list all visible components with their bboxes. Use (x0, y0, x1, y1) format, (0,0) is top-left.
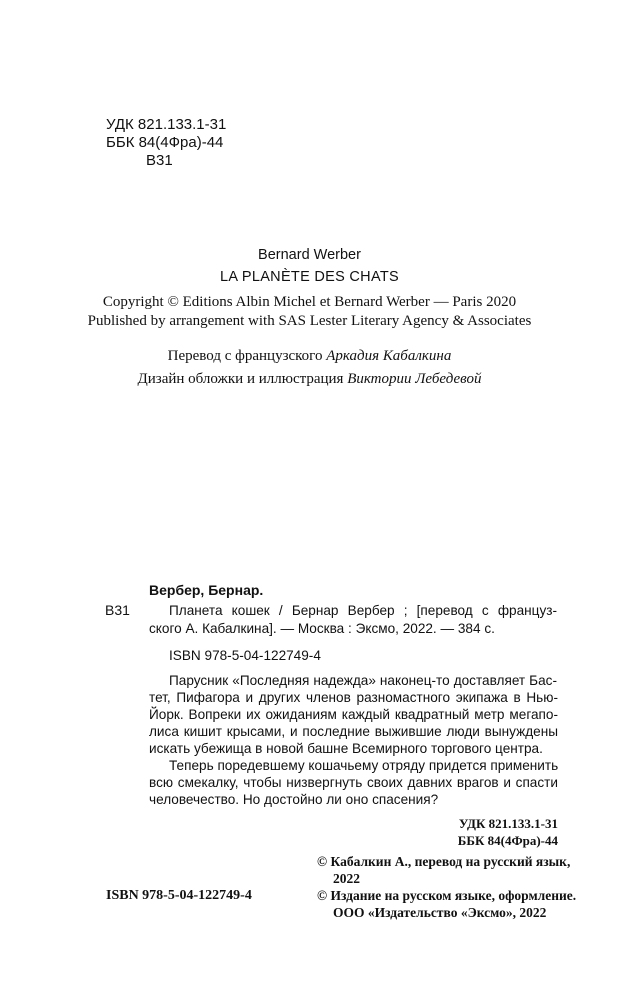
annotation-line: человечество. Но достойно ли оно спасения? (149, 792, 439, 807)
translation-rights-year: 2022 (333, 871, 360, 886)
card-mark: В31 (105, 602, 130, 618)
bbk-code: ББК 84(4Фра)-44 (106, 134, 224, 151)
design-prefix: Дизайн обложки и иллюстрация (137, 371, 348, 387)
translator-name: Аркадия Кабалкина (326, 348, 452, 364)
author-mark: В31 (146, 152, 173, 169)
annotation-line: лиса кишит крысами, и последние выжившие люди вынуждены (149, 724, 558, 739)
copyright-line: Copyright © Editions Albin Michel et Bernard Werber — Paris 2020 (102, 294, 517, 310)
card-description-line: ского А. Кабалкина]. — Москва : Эксмо, 2022. — 384 с. (149, 621, 495, 636)
annotation-line: Йорк. Вопреки их ожиданиям каждый квадратный метр мегапо- (149, 707, 558, 722)
card-isbn: ISBN 978-5-04-122749-4 (169, 648, 321, 663)
annotation-line: всю смекалку, чтобы низвергнуть своих давних врагов и спасти (149, 775, 558, 790)
annotation-line: тет, Пифагора и других членов разномастного экипажа в Нью- (149, 690, 558, 705)
udk-code: УДК 821.133.1-31 (106, 116, 227, 133)
annotation-line: искать убежища в новой башне Всемирного торгового центра. (149, 741, 543, 756)
designer-name: Виктории Лебедевой (347, 371, 482, 387)
card-bbk: ББК 84(4Фра)-44 (457, 833, 558, 848)
translation-rights: © Кабалкин А., перевод на русский язык, (317, 854, 571, 869)
original-author: Bernard Werber (258, 247, 361, 263)
publisher-rights: ООО «Издательство «Эксмо», 2022 (333, 905, 547, 920)
card-heading: Вербер, Бернар. (149, 582, 264, 598)
footer-isbn: ISBN 978-5-04-122749-4 (106, 888, 252, 903)
card-description-line: Планета кошек / Бернар Вербер ; [перевод с француз- (169, 603, 557, 618)
translation-prefix: Перевод с французского (167, 348, 327, 364)
annotation-line: Парусник «Последняя надежда» наконец-то доставляет Бас- (169, 673, 557, 688)
original-title: LA PLANÈTE DES CHATS (220, 269, 399, 285)
annotation-line: Теперь поредевшему кошачьему отряду придется применить (169, 758, 559, 773)
card-udk: УДК 821.133.1-31 (458, 816, 558, 831)
publication-arrangement: Published by arrangement with SAS Lester Literary Agency & Associates (87, 313, 532, 329)
edition-rights: © Издание на русском языке, оформление. (317, 888, 577, 903)
translation-credit (0, 348, 619, 365)
design-credit (0, 371, 619, 388)
